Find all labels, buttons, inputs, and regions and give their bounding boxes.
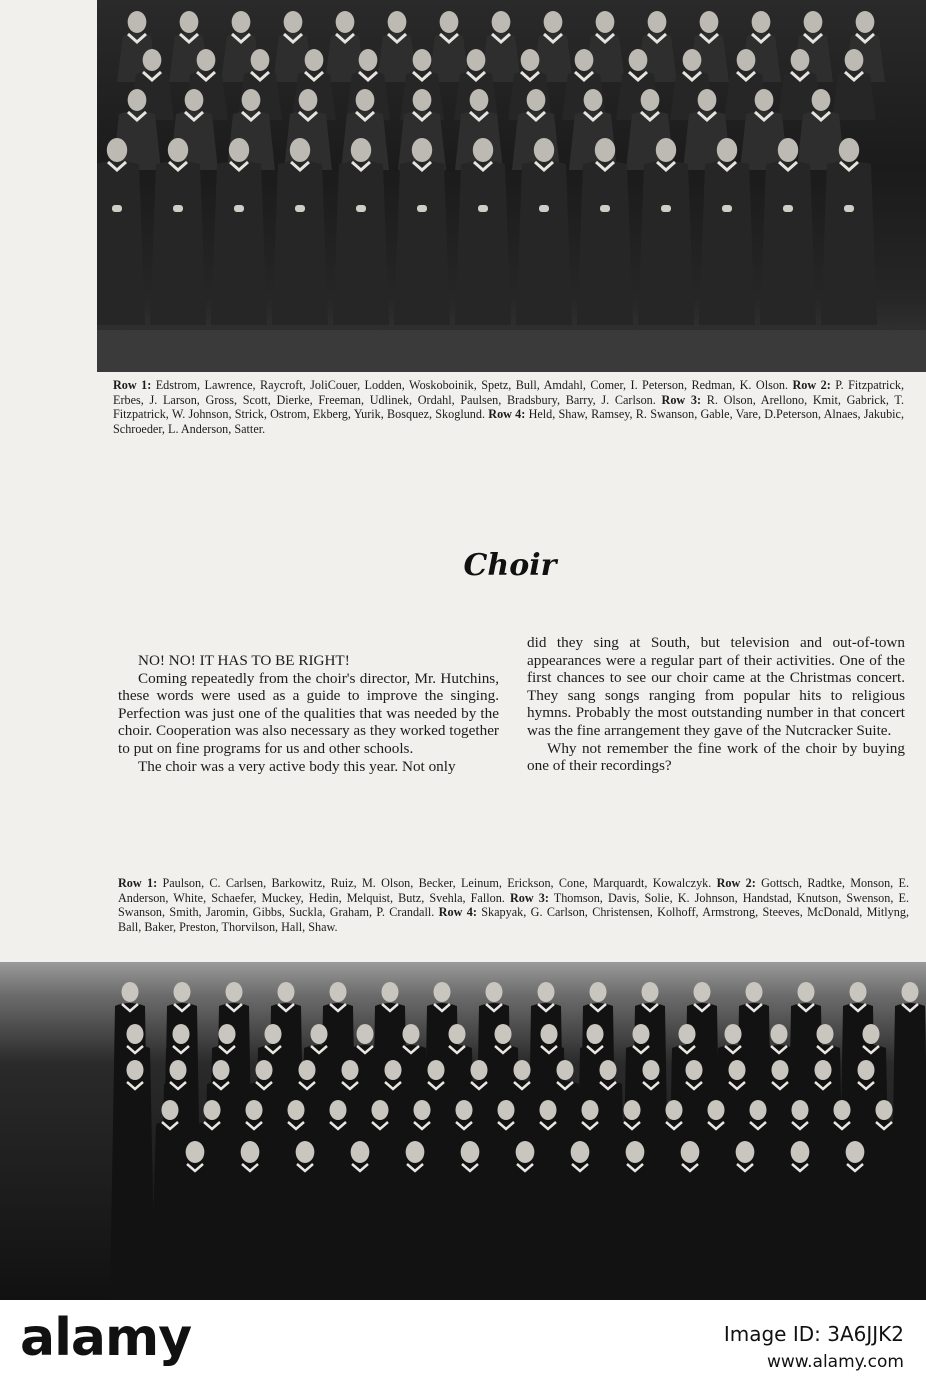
singer-silhouette bbox=[760, 138, 816, 325]
singer-silhouette bbox=[272, 138, 328, 325]
caption-bottom-row4-names: Skapyak, G. Carlson, Christensen, Kolhoff, Armstrong, Steeves, McDonald, Mitlyng, Ball, Baker, Preston, Thorvilson, Hall, Shaw. bbox=[118, 905, 909, 934]
caption-top-row3-label: Row 3: bbox=[661, 392, 702, 407]
caption-bottom-row3-names: Thomson, Davis, Solie, K. Johnson, Handstad, Knutson, Swenson, E. Swanson, Smith, Jaromin, Gibbs, Suckla, Graham, P. Crandall. bbox=[118, 890, 909, 920]
singer-silhouette bbox=[97, 138, 145, 325]
article-paragraph-3: Why not remember the fine work of the choir by buying one of their recordings? bbox=[527, 739, 905, 775]
singer-silhouette bbox=[150, 138, 206, 325]
singer-silhouette bbox=[699, 138, 755, 325]
singer-silhouette bbox=[377, 11, 417, 82]
article-paragraph-2-continued: did they sing at South, but television and out-of-town appearances were a regular part of their activities. One of the first chances to see our choir came at the Christmas concert. They sang songs ranging from popular hits to religious hymns. Probably the most outstanding number in that concert was the fine arrangement they gave of the Nutcracker Suite. bbox=[527, 634, 905, 739]
singer-silhouette bbox=[116, 1060, 154, 1300]
singer-silhouette bbox=[533, 11, 573, 82]
caption-bottom-row1-label: Row 1: bbox=[118, 876, 158, 890]
article-column-right bbox=[527, 634, 905, 775]
alamy-logo[interactable]: alamy bbox=[20, 1308, 192, 1368]
singer-silhouette bbox=[455, 138, 511, 325]
article-column-left bbox=[118, 652, 499, 775]
caption-bottom-row2-names: Gottsch, Radtke, Monson, E. Anderson, White, Schaefer, Muckey, Hedin, Melquist, Butz, Svehla, Fallon. bbox=[118, 876, 910, 905]
caption-top-row2-names: P. Fitzpatrick, Erbes, J. Larson, Gross, Scott, Dierke, Freeman, Udlinek, Ordahl, Paulsen, Bradsbury, Barry, J. Carlson. bbox=[113, 378, 904, 407]
caption-top bbox=[113, 378, 904, 436]
caption-bottom-row3-label: Row 3: bbox=[509, 890, 549, 905]
singer-silhouette bbox=[481, 11, 521, 82]
caption-top-row1-label: Row 1: bbox=[113, 378, 152, 392]
caption-top-row1-names: Edstrom, Lawrence, Raycroft, JoliCouer, Lodden, Woskoboinik, Spetz, Bull, Amdahl, Comer, I. Peterson, Redman, K. Olson. bbox=[155, 378, 789, 392]
singer-silhouette bbox=[211, 138, 267, 325]
caption-top-row4-label: Row 4: bbox=[488, 407, 526, 422]
caption-top-row3-names: R. Olson, Arellono, Kmit, Gabrick, T. Fitzpatrick, W. Johnson, Strick, Ostrom, Ekberg, Yurik, Bosquez, Skoglund. bbox=[113, 392, 904, 422]
choir-photo-bottom bbox=[0, 962, 926, 1300]
article-heading: NO! NO! IT HAS TO BE RIGHT! bbox=[138, 652, 350, 669]
caption-bottom-row1-names: Paulson, C. Carlsen, Barkowitz, Ruiz, M. Olson, Becker, Leinum, Erickson, Cone, Marquardt, Kowalczyk. bbox=[162, 876, 712, 890]
singer-silhouette bbox=[821, 138, 877, 325]
choir-photo-top bbox=[97, 0, 926, 372]
caption-top-row4-names: Held, Shaw, Ramsey, R. Swanson, Gable, Vare, D.Peterson, Alnaes, Jakubic, Schroeder, L. Anderson, Satter. bbox=[113, 407, 904, 436]
singer-silhouette bbox=[325, 11, 365, 82]
singer-silhouette bbox=[273, 11, 313, 82]
article-paragraph-1: Coming repeatedly from the choir's director, Mr. Hutchins, these words were used as a guide to improve the singing. Perfection was just one of the qualities that was needed by the choir. Cooperation was also necessary as they worked together to put on fine programs for us and other schools. bbox=[118, 669, 499, 757]
singer-silhouette bbox=[516, 138, 572, 325]
singer-silhouette bbox=[429, 11, 469, 82]
singer-silhouette bbox=[577, 138, 633, 325]
caption-bottom-row4-label: Row 4: bbox=[438, 905, 477, 920]
stage-floor bbox=[97, 330, 926, 372]
image-id: Image ID: 3A6JJK2 bbox=[723, 1322, 904, 1346]
article-paragraph-2-start: The choir was a very active body this year. Not only bbox=[138, 757, 456, 775]
page-title: Choir bbox=[463, 548, 557, 583]
singer-silhouette bbox=[394, 138, 450, 325]
caption-bottom-row2-label: Row 2: bbox=[716, 876, 756, 890]
singer-silhouette bbox=[638, 138, 694, 325]
singer-silhouette bbox=[585, 11, 625, 82]
singer-silhouette bbox=[333, 138, 389, 325]
caption-top-row2-label: Row 2: bbox=[792, 378, 831, 392]
caption-bottom bbox=[118, 876, 909, 934]
alamy-url[interactable]: www.alamy.com bbox=[766, 1352, 904, 1372]
